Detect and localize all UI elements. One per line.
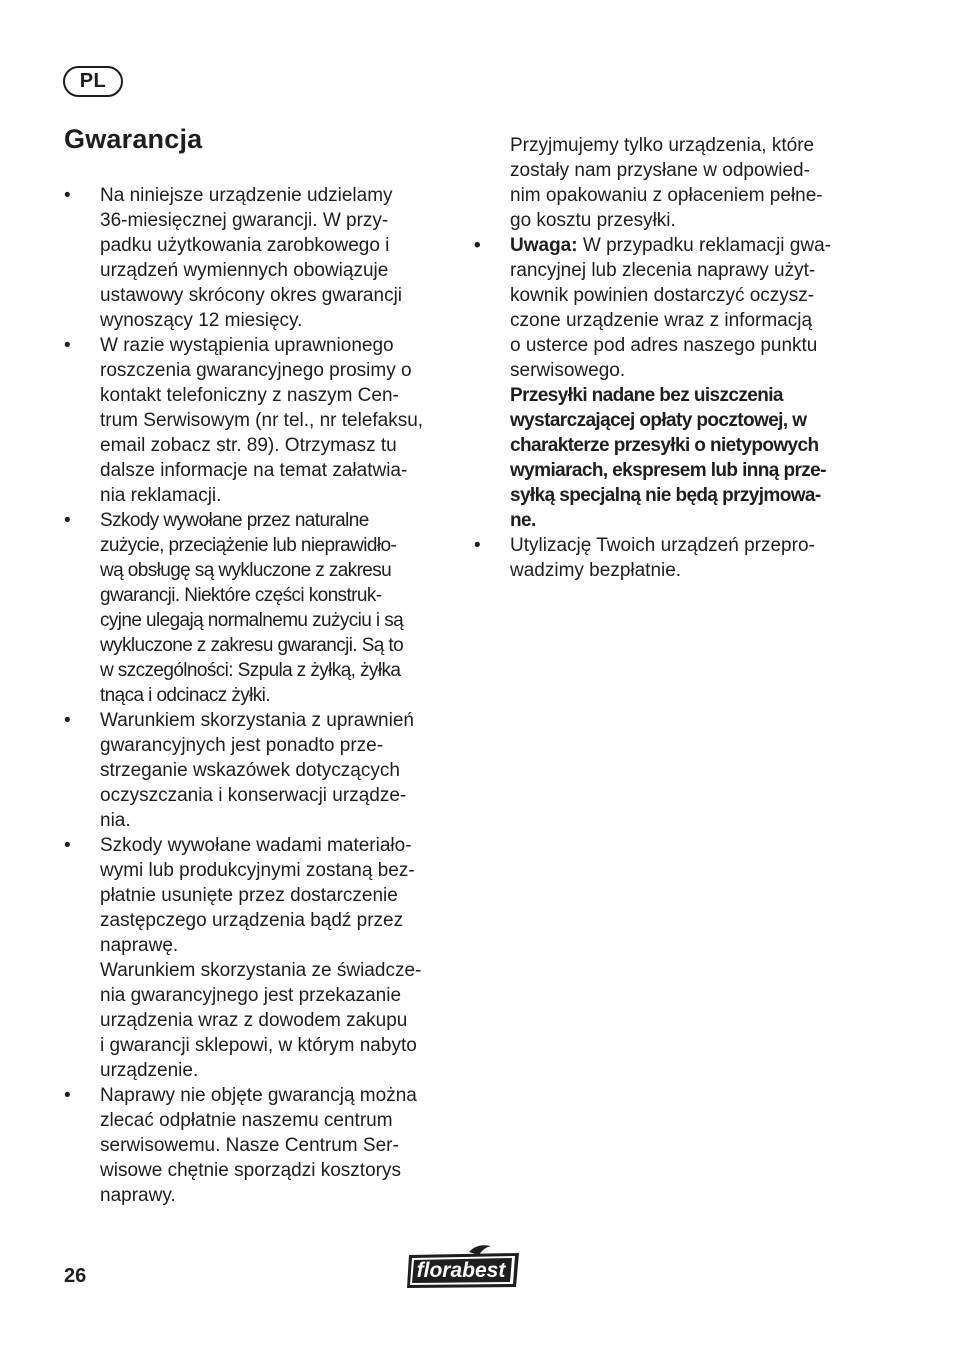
bold-text-line: Przesyłki nadane bez uiszczenia xyxy=(510,385,783,406)
text-line: serwisowego. xyxy=(510,360,626,381)
text-line: padku użytkowania zarobkowego i xyxy=(100,235,390,256)
text-line: gwarancyjnych jest ponadto prze- xyxy=(100,735,384,756)
disposal-item xyxy=(474,533,869,583)
text-line: rancyjnej lub zlecenia naprawy użyt- xyxy=(510,260,816,281)
text-line: naprawy. xyxy=(100,1185,176,1206)
warning-first-line xyxy=(510,233,869,258)
text-line: roszczenia gwarancyjnego prosimy o xyxy=(100,360,412,381)
bullet: • xyxy=(474,235,481,256)
text-line: gwarancji. Niektóre części konstruk- xyxy=(100,585,382,606)
text-line: cyjne ulegają normalnemu zużyciu i są xyxy=(100,610,404,631)
text-line: Warunkiem skorzystania z uprawnień xyxy=(100,710,414,731)
text-line: w szczególności: Szpula z żyłką, żyłka xyxy=(100,660,401,681)
text-line: wisowe chętnie sporządzi kosztorys xyxy=(100,1160,401,1181)
text-line: nia. xyxy=(100,810,131,831)
text-line: czone urządzenie wraz z informacją xyxy=(510,310,813,331)
text-line: kownik powinien dostarczyć oczysz- xyxy=(510,285,815,306)
text-line: zostały nam przysłane w odpowied- xyxy=(510,160,810,181)
language-badge-text: PL xyxy=(79,70,107,92)
text-line: i gwarancji sklepowi, w którym nabyto xyxy=(100,1035,417,1056)
text-line: urządzenia wraz z dowodem zakupu xyxy=(100,1010,408,1031)
text-line: wynoszący 12 miesięcy. xyxy=(100,310,303,331)
warranty-right-column xyxy=(474,133,869,583)
text-line: oczyszczania i konserwacji urządze- xyxy=(100,785,407,806)
language-badge xyxy=(63,66,123,97)
text-line: Szkody wywołane przez naturalne xyxy=(100,510,369,531)
bold-text-line: wymiarach, ekspresem lub inną prze- xyxy=(510,460,826,481)
logo-text: florabest xyxy=(416,1259,506,1282)
continuation-paragraph xyxy=(474,133,869,233)
warning-label: Uwaga: xyxy=(510,235,578,256)
bullet: • xyxy=(64,510,71,531)
text-line: zużycie, przeciążenie lub nieprawidło- xyxy=(100,535,397,556)
list-item xyxy=(64,333,454,508)
bullet: • xyxy=(474,535,481,556)
text-line: naprawę. xyxy=(100,935,179,956)
text-line: go kosztu przesyłki. xyxy=(510,210,676,231)
text-line: dalsze informacje na temat załatwia- xyxy=(100,460,408,481)
text-line: Utylizację Twoich urządzeń przepro- xyxy=(510,535,815,556)
text-line: Na niniejsze urządzenie udzielamy xyxy=(100,185,393,206)
bullet: • xyxy=(64,335,71,356)
list-item xyxy=(64,508,454,708)
text-line: Szkody wywołane wadami materiało- xyxy=(100,835,412,856)
text-line: nia gwarancyjnego jest przekazanie xyxy=(100,985,402,1006)
list-item xyxy=(64,833,454,1083)
warning-item xyxy=(474,233,869,533)
bullet: • xyxy=(64,185,71,206)
list-item xyxy=(64,1083,454,1208)
bold-text-line: wystarczającej opłaty pocztowej, w xyxy=(510,410,807,431)
text-line: Naprawy nie objęte gwarancją można xyxy=(100,1085,417,1106)
text-line: nim opakowaniu z opłaceniem pełne- xyxy=(510,185,823,206)
text-line: Przyjmujemy tylko urządzenia, które xyxy=(510,135,815,156)
text-line: wymi lub produkcyjnymi zostaną bez- xyxy=(100,860,415,881)
text-line: płatnie usunięte przez dostarczenie xyxy=(100,885,398,906)
bullet: • xyxy=(64,710,71,731)
warning-first-line-rest: W przypadku reklamacji gwa- xyxy=(577,235,831,256)
text-line: urządzenie. xyxy=(100,1060,199,1081)
page-title: Gwarancja xyxy=(64,124,203,154)
text-line: zlecać odpłatnie naszemu centrum xyxy=(100,1110,393,1131)
bold-text-line: ne. xyxy=(510,510,536,531)
list-item xyxy=(64,708,454,833)
text-line: wykluczone z zakresu gwarancji. Są to xyxy=(100,635,404,656)
warranty-left-column xyxy=(64,183,454,1208)
text-line: Warunkiem skorzystania ze świadcze- xyxy=(100,960,422,981)
text-line: urządzeń wymiennych obowiązuje xyxy=(100,260,389,281)
page-number: 26 xyxy=(64,1265,87,1287)
text-line: email zobacz str. 89). Otrzymasz tu xyxy=(100,435,397,456)
text-line: ustawowy skrócony okres gwarancji xyxy=(100,285,403,306)
text-line: tnąca i odcinacz żyłki. xyxy=(100,685,270,706)
text-line: serwisowemu. Nasze Centrum Ser- xyxy=(100,1135,399,1156)
florabest-logo xyxy=(403,1242,523,1292)
list-item xyxy=(64,183,454,333)
text-line: wą obsługę są wykluczone z zakresu xyxy=(100,560,392,581)
warranty-list-left xyxy=(64,183,454,1208)
text-line: strzeganie wskazówek dotyczących xyxy=(100,760,400,781)
text-line: W razie wystąpienia uprawnionego xyxy=(100,335,394,356)
text-line: kontakt telefoniczny z naszym Cen- xyxy=(100,385,399,406)
bold-text-line: syłką specjalną nie będą przyjmowa- xyxy=(510,485,821,506)
text-line: trum Serwisowym (nr tel., nr telefaksu, xyxy=(100,410,424,431)
bullet: • xyxy=(64,835,71,856)
text-line: o usterce pod adres naszego punktu xyxy=(510,335,818,356)
bullet: • xyxy=(64,1085,71,1106)
text-line: zastępczego urządzenia bądź przez xyxy=(100,910,404,931)
text-line: wadzimy bezpłatnie. xyxy=(510,560,682,581)
text-line: nia reklamacji. xyxy=(100,485,222,506)
bold-text-line: charakterze przesyłki o nietypowych xyxy=(510,435,819,456)
text-line: 36-miesięcznej gwarancji. W przy- xyxy=(100,210,389,231)
warranty-list-right xyxy=(474,233,869,583)
